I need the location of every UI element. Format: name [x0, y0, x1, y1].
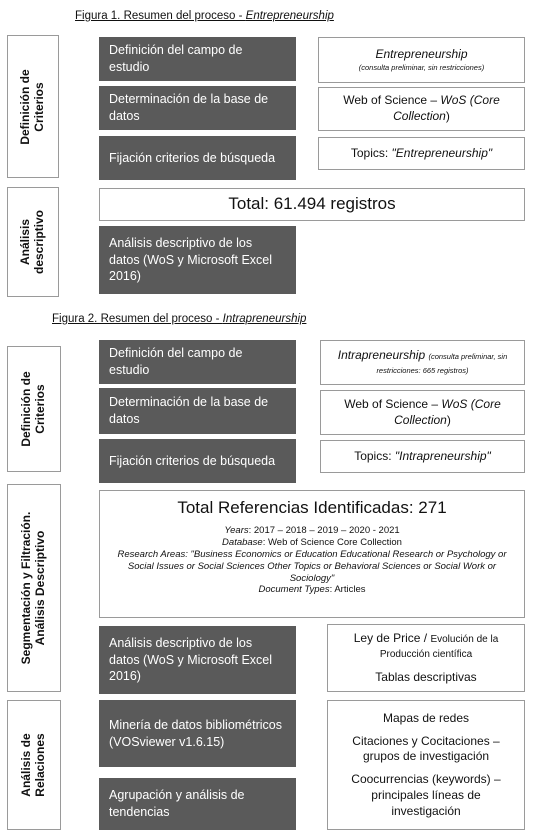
step-text: Determinación de la base de datos	[109, 92, 269, 123]
step-criterios-1	[99, 136, 296, 180]
detail-note: (consulta preliminar, sin restricciones: 665 registros)	[376, 352, 508, 375]
total-referencias-box	[99, 490, 525, 618]
step-definicion-campo-1	[99, 37, 296, 81]
detail-text: Topics:	[350, 145, 392, 160]
detail-italic: WoS (Core Collection	[393, 93, 500, 123]
detail-text-end: )	[446, 412, 451, 427]
detail-italic: "Intrapreneurship"	[394, 448, 491, 463]
document-types-label: Document Types	[258, 584, 330, 596]
side-label-text: Definición de Criterios	[18, 68, 46, 145]
detail-relaciones	[327, 700, 525, 830]
side-label-analisis-1	[7, 187, 59, 297]
detail-text-end: )	[445, 109, 450, 123]
side-label-definicion-2	[7, 346, 61, 472]
step-agrupacion	[99, 778, 296, 830]
step-text: Fijación criterios de búsqueda	[109, 453, 276, 468]
years-label: Years	[224, 525, 249, 537]
total-registros	[99, 188, 525, 221]
citaciones-text: Citaciones y Cocitaciones – grupos de investigación	[352, 733, 500, 764]
detail-text: Web of Science –	[343, 93, 441, 108]
detail-italic: WoS (Core Collection	[394, 396, 501, 427]
database-value: : Web of Science Core Collection	[262, 536, 402, 548]
step-base-datos-1	[99, 86, 296, 130]
figure-1-caption-italic: Entrepreneurship	[245, 10, 334, 22]
price-evolution-text: Evolución de la Producción científica	[379, 633, 499, 661]
total-referencias-text: Total Referencias Identificadas: 271	[177, 498, 447, 517]
step-analisis-descriptivo-1	[99, 226, 296, 294]
step-mineria	[99, 700, 296, 767]
detail-database-1	[318, 87, 525, 131]
side-label-text: Definición de Criterios	[19, 371, 47, 447]
detail-topics-1	[318, 137, 525, 170]
mapas-text: Mapas de redes	[382, 710, 470, 725]
detail-title: Entrepreneurship	[375, 47, 468, 62]
research-areas-value: : "Business Economics or Education Educational Research or Psychology or Social Issues or Social Sciences Other Topics or Behavioral Sciences or Social Work or Sociology"	[127, 548, 507, 584]
document-types-line	[258, 584, 365, 596]
detail-text: Web of Science –	[344, 396, 442, 411]
price-law-text: Ley de Price /	[353, 630, 431, 645]
detail-note: (consulta preliminar, sin restricciones)	[358, 62, 485, 72]
detail-database-2	[320, 390, 525, 435]
side-label-text: Análisis descriptivo	[18, 209, 46, 275]
years-value: : 2017 – 2018 – 2019 – 2020 - 2021	[248, 525, 400, 537]
detail-text: Topics:	[354, 448, 395, 463]
side-label-definicion-1	[7, 35, 59, 178]
document-types-value: : Articles	[329, 584, 366, 596]
step-text: Definición del campo de estudio	[109, 346, 243, 377]
years-line	[224, 525, 399, 537]
detail-price	[327, 624, 525, 692]
side-label-text: Segmentación y Filtración. Análisis Descriptivo	[19, 511, 47, 665]
detail-intrapreneurship	[320, 340, 525, 385]
database-line	[222, 537, 402, 549]
detail-topics-2	[320, 440, 525, 473]
side-label-text: Análisis de Relaciones	[19, 733, 47, 797]
step-text: Fijación criterios de búsqueda	[109, 150, 276, 165]
figure-2-caption-italic: Intrapreneurship	[222, 313, 307, 325]
step-text: Análisis descriptivo de los datos (WoS y Microsoft Excel 2016)	[109, 635, 273, 684]
step-text: Análisis descriptivo de los datos (WoS y Microsoft Excel 2016)	[109, 235, 273, 284]
research-areas-label: Research Areas	[117, 548, 186, 560]
side-label-relaciones	[7, 700, 61, 830]
figure-2-caption-text: Figura 2. Resumen del proceso -	[52, 313, 223, 325]
detail-italic: "Entrepreneurship"	[391, 145, 493, 160]
step-criterios-2	[99, 439, 296, 483]
detail-title: Intrapreneurship	[337, 348, 426, 363]
step-analisis-descriptivo-2	[99, 626, 296, 694]
figure-1-caption	[75, 10, 334, 22]
step-definicion-campo-2	[99, 340, 296, 384]
figure-2-caption	[52, 313, 306, 325]
tablas-text: Tablas descriptivas	[375, 669, 477, 684]
figure-1-caption-text: Figura 1. Resumen del proceso -	[75, 10, 246, 22]
step-text: Minería de datos bibliométricos (VOSviewer v1.6.15)	[109, 717, 282, 749]
research-areas-line	[106, 549, 518, 585]
detail-entrepreneurship	[318, 37, 525, 83]
database-label: Database	[222, 536, 263, 548]
total-text: Total: 61.494 registros	[228, 194, 396, 214]
step-text: Determinación de la base de datos	[109, 395, 269, 426]
step-text: Agrupación y análisis de tendencias	[109, 788, 245, 819]
step-text: Definición del campo de estudio	[109, 43, 243, 74]
side-label-segmentacion	[7, 484, 61, 692]
coocurrencias-text: Coocurrencias (keywords) – principales líneas de investigación	[351, 772, 501, 818]
step-base-datos-2	[99, 388, 296, 434]
